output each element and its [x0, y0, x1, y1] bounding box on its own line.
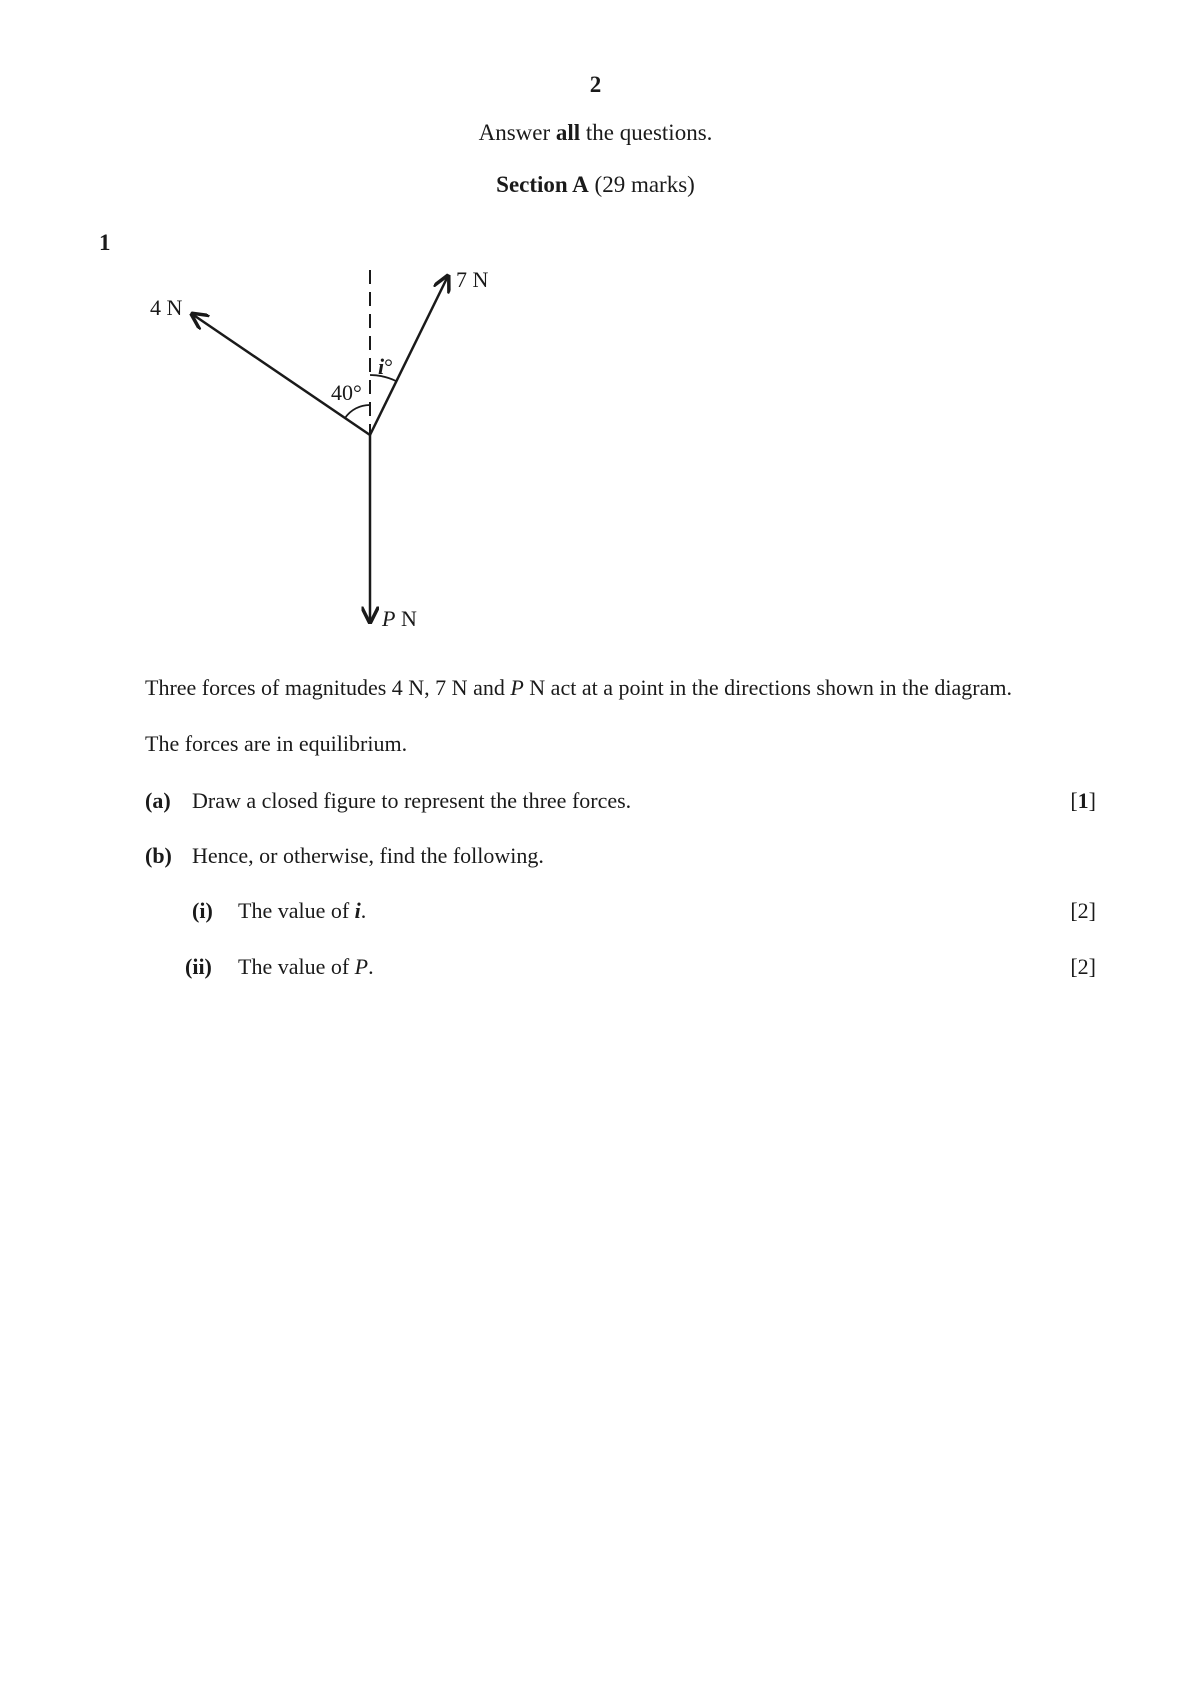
part-a-marks: [1] — [1070, 788, 1096, 813]
stem-part-1: Three forces of magnitudes 4 N, 7 N and — [145, 675, 511, 700]
part-b-ii-text — [238, 954, 374, 980]
part-b-ii-marks: [2] — [1070, 954, 1096, 979]
part-b-i-marks: [2] — [1070, 898, 1096, 923]
page-number: 2 — [589, 72, 602, 97]
part-b-i-text-after: . — [360, 898, 367, 923]
force-p-unit: N — [395, 606, 417, 631]
force-7n-label: 7 N — [456, 267, 489, 292]
part-b-i-label: (i) — [192, 898, 213, 923]
angle-40-label: 40° — [331, 380, 362, 405]
angle-i-degree: ° — [384, 354, 393, 379]
part-b-text: Hence, or otherwise, find the following. — [192, 843, 544, 868]
part-a-text: Draw a closed figure to represent the three forces. — [192, 788, 632, 813]
part-b-ii-text-after: . — [368, 954, 374, 979]
angle-i-label — [378, 354, 393, 379]
part-a-marks-value: 1 — [1077, 788, 1089, 813]
part-a-label: (a) — [145, 788, 171, 813]
question-stem-2: The forces are in equilibrium. — [145, 731, 408, 756]
part-b-i-text-before: The value of — [238, 898, 355, 923]
part-b-ii-marks-value: 2 — [1077, 954, 1089, 979]
part-b-label: (b) — [145, 843, 172, 868]
part-b-i-text — [238, 898, 366, 924]
part-b-i-marks-value: 2 — [1077, 898, 1089, 923]
instruction-before: Answer — [478, 120, 556, 145]
force-diagram — [0, 0, 1191, 640]
section-marks: (29 marks) — [594, 172, 695, 197]
angle-i-symbol: i — [378, 354, 385, 379]
part-b-ii-text-before: The value of — [238, 954, 355, 979]
stem-part-2: N act at a point in the directions shown in the diagram. — [523, 675, 1012, 700]
stem-p-symbol: P — [510, 675, 524, 700]
part-b-i-symbol: i — [354, 898, 361, 923]
section-title: Section A — [496, 172, 589, 197]
force-p-symbol: P — [382, 606, 396, 631]
question-stem — [145, 675, 1012, 701]
part-b-ii-label: (ii) — [185, 954, 212, 979]
force-p-label — [381, 606, 417, 631]
question-number: 1 — [99, 230, 111, 255]
angle-40-arc — [345, 405, 370, 418]
part-b-ii-symbol: P — [354, 954, 369, 979]
instruction-after: the questions. — [580, 120, 713, 145]
force-4n-arrow — [192, 314, 370, 435]
force-4n-label: 4 N — [150, 295, 183, 320]
instruction-bold: all — [555, 120, 581, 145]
